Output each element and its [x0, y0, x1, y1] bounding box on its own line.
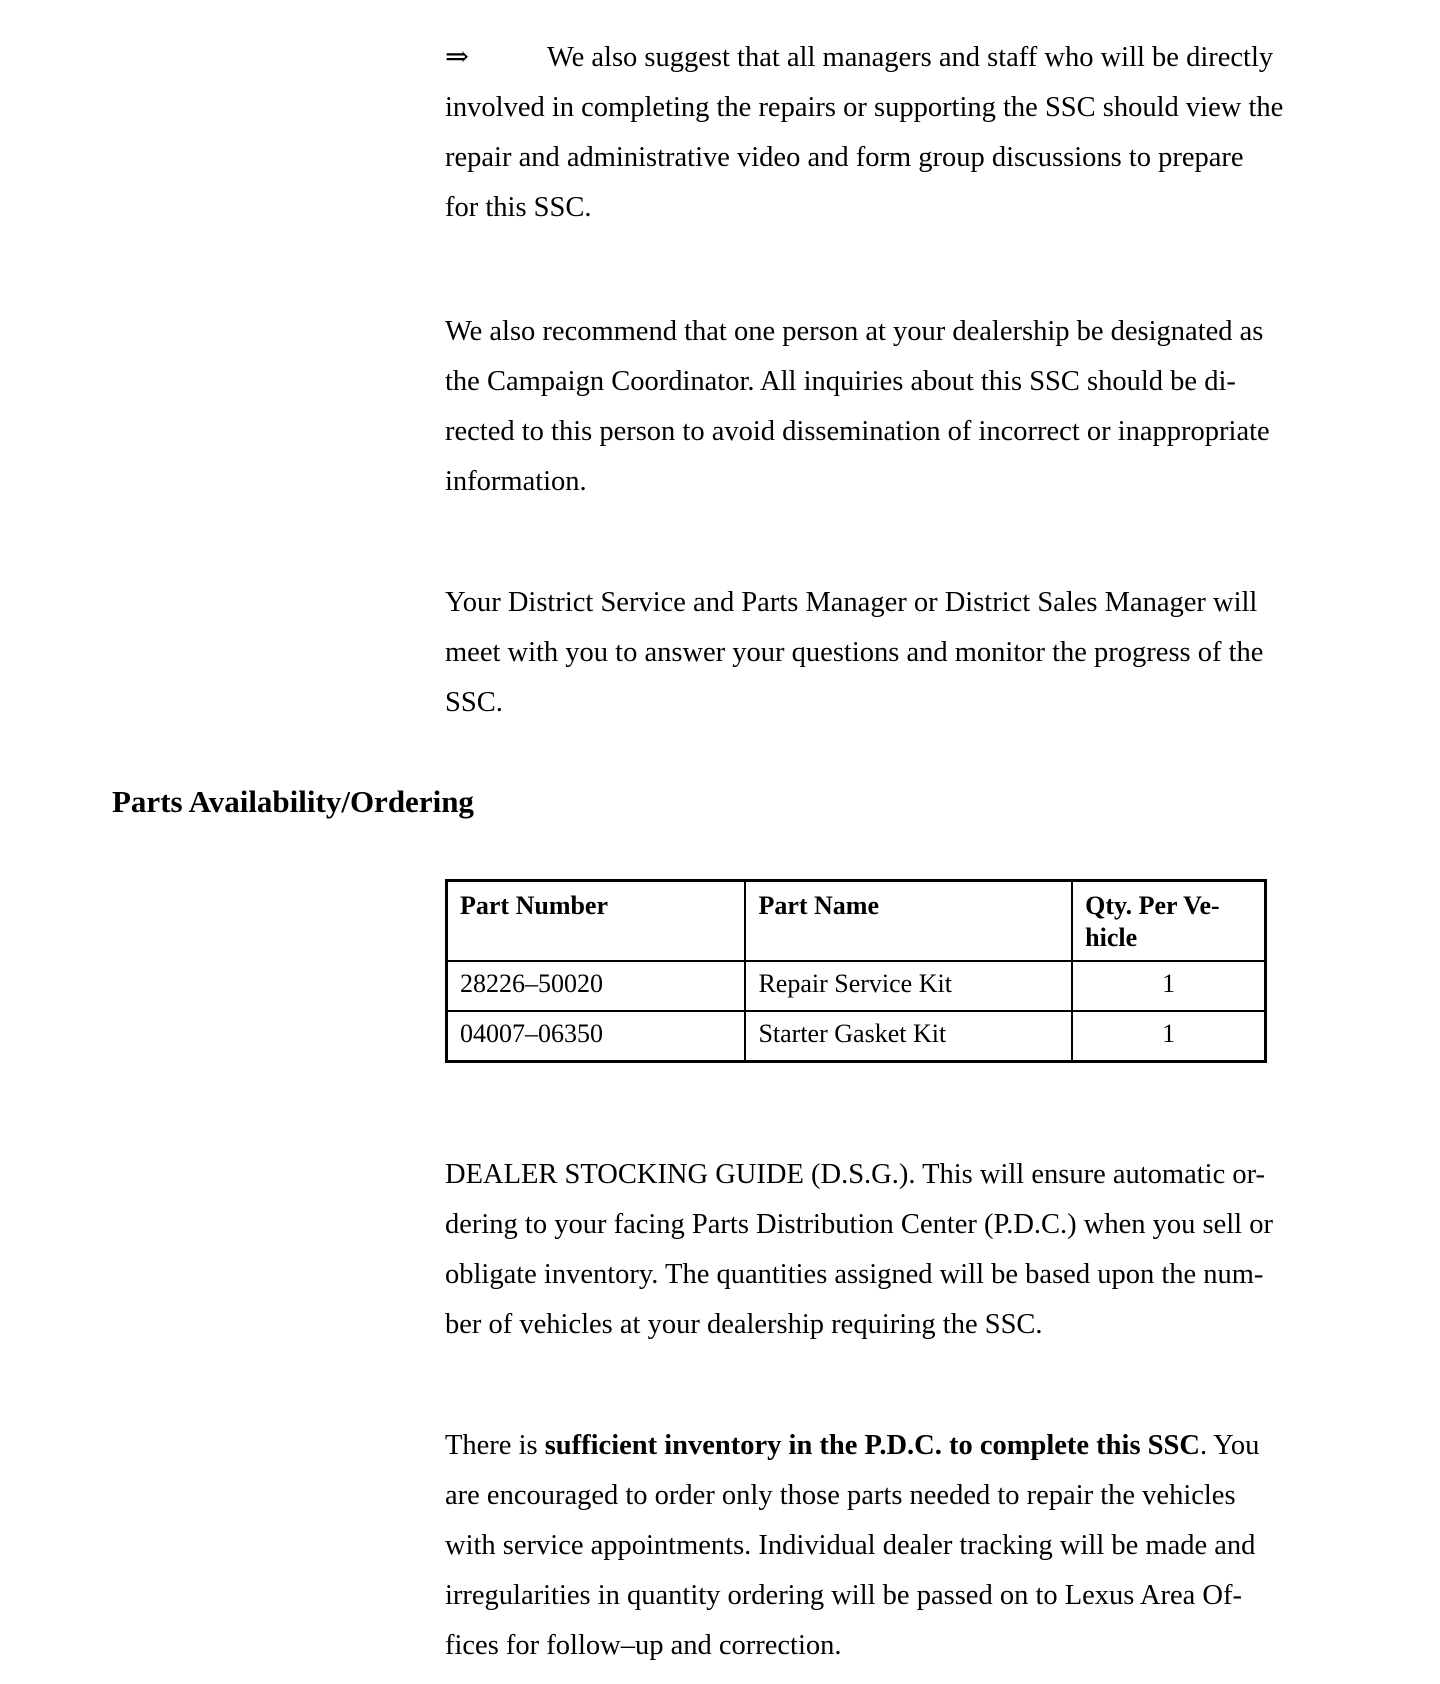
paragraph-video-suggestion — [445, 33, 1375, 233]
parts-table — [445, 879, 1267, 1063]
header-part-number: Part Number — [447, 881, 746, 962]
paragraph-line: ber of vehicles at your dealership requiring the SSC. — [445, 1309, 1043, 1340]
section-heading: Parts Availability/Ordering — [112, 784, 474, 819]
paragraph-line: for this SSC. — [445, 192, 592, 223]
paragraph-line: We also recommend that one person at your dealership be designated as — [445, 316, 1264, 347]
header-qty-per-vehicle — [1072, 881, 1265, 962]
paragraph-line: obligate inventory. The quantities assigned will be based upon the num- — [445, 1259, 1264, 1290]
paragraph-line: SSC. — [445, 687, 503, 718]
header-qty-line-1: Qty. Per Ve- — [1085, 891, 1220, 920]
cell-qty: 1 — [1072, 961, 1265, 1011]
paragraph-line: fices for follow–up and correction. — [445, 1630, 842, 1661]
cell-part-name: Repair Service Kit — [745, 961, 1072, 1011]
paragraph-dealer-stocking-guide — [445, 1150, 1375, 1350]
arrow-icon: ⇒ — [445, 42, 469, 73]
paragraph-line: irregularities in quantity ordering will be passed on to Lexus Area Of- — [445, 1580, 1242, 1611]
line-text: . You — [1199, 1430, 1260, 1461]
paragraph-line: meet with you to answer your questions and monitor the progress of the — [445, 637, 1264, 668]
table-row — [447, 961, 1266, 1011]
paragraph-line: Your District Service and Parts Manager or District Sales Manager will — [445, 587, 1258, 618]
header-qty-line-2: hicle — [1085, 923, 1138, 952]
paragraph-line: dering to your facing Parts Distribution Center (P.D.C.) when you sell or — [445, 1209, 1273, 1240]
paragraph-district-manager — [445, 578, 1375, 728]
paragraph-line: repair and administrative video and form group discussions to prepare — [445, 142, 1244, 173]
line-text: There is — [445, 1430, 545, 1461]
table-row — [447, 1011, 1266, 1062]
paragraph-sufficient-inventory — [445, 1421, 1375, 1671]
bold-emphasis: sufficient inventory in the P.D.C. to complete this SSC — [544, 1430, 1200, 1461]
cell-part-number: 04007–06350 — [447, 1011, 746, 1062]
cell-qty: 1 — [1072, 1011, 1265, 1062]
paragraph-line: the Campaign Coordinator. All inquiries about this SSC should be di- — [445, 366, 1236, 397]
table-header-row — [447, 881, 1266, 962]
paragraph-line: DEALER STOCKING GUIDE (D.S.G.). This will ensure automatic or- — [445, 1159, 1266, 1190]
paragraph-campaign-coordinator — [445, 307, 1375, 507]
paragraph-line: information. — [445, 466, 587, 497]
paragraph-line: with service appointments. Individual dealer tracking will be made and — [445, 1530, 1256, 1561]
line-text: We also suggest that all managers and staff who will be directly — [547, 42, 1274, 73]
paragraph-line: involved in completing the repairs or supporting the SSC should view the — [445, 92, 1284, 123]
cell-part-name: Starter Gasket Kit — [745, 1011, 1072, 1062]
paragraph-line: are encouraged to order only those parts needed to repair the vehicles — [445, 1480, 1236, 1511]
paragraph-line — [445, 1421, 1375, 1471]
cell-part-number: 28226–50020 — [447, 961, 746, 1011]
paragraph-line — [445, 33, 1375, 83]
header-part-name: Part Name — [745, 881, 1072, 962]
paragraph-line: rected to this person to avoid dissemination of incorrect or inappropriate — [445, 416, 1270, 447]
